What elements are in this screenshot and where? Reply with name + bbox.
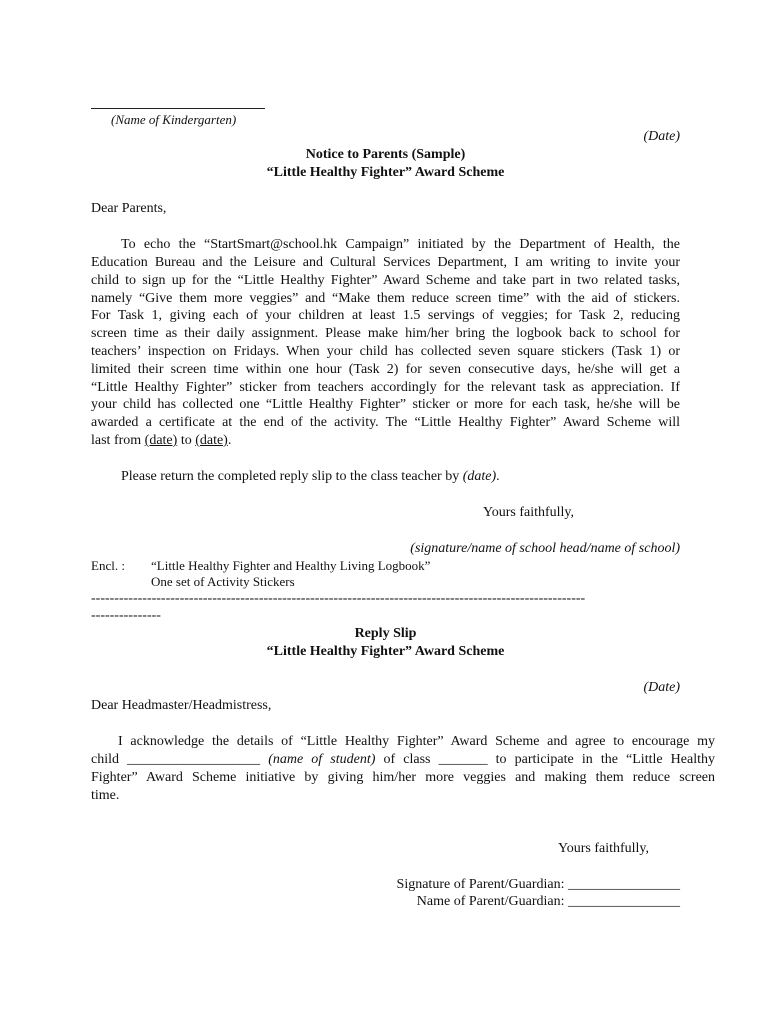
last-line-suffix: .	[227, 433, 232, 448]
notice-subtitle: “Little Healthy Fighter” Award Scheme	[266, 165, 505, 180]
kindergarten-name-label: (Name of Kindergarten)	[111, 112, 237, 127]
enclosure-item: “Little Healthy Fighter and Healthy Living Logbook”	[151, 558, 431, 573]
last-line-prefix: last from	[91, 433, 145, 448]
body-line: limited their screen time within one hour (Task 2) for seven consecutive days, he/she will get a	[91, 362, 680, 377]
date-to: (date)	[195, 433, 228, 448]
enclosure-item: One set of Activity Stickers	[151, 574, 295, 589]
body-last-line	[91, 432, 231, 450]
reply-class-blank: of class _______ to participate in the “Little Healthy	[375, 752, 715, 767]
return-prefix: Please return the completed reply slip to the class teacher by	[121, 469, 463, 484]
reply-body-line-last: time.	[91, 788, 120, 803]
return-instruction	[121, 468, 500, 486]
reply-student-name-label: (name of student)	[268, 752, 376, 767]
date-from: (date)	[144, 433, 178, 448]
cut-line-continued: ---------------	[91, 608, 161, 623]
notice-signature: (signature/name of school head/name of school)	[410, 541, 680, 556]
notice-greeting: Dear Parents,	[91, 201, 167, 216]
body-line: namely “Give them more veggies” and “Make them reduce screen time” with the aid of stickers.	[91, 291, 680, 306]
body-line: awarded a certificate at the end of the activity. The “Little Healthy Fighter” Award Scheme will	[91, 415, 680, 430]
notice-closing: Yours faithfully,	[483, 505, 575, 520]
reply-title: Reply Slip	[354, 626, 417, 641]
body-line: Education Bureau and the Leisure and Cultural Services Department, I am writing to invite your	[91, 255, 680, 270]
parent-name-field: Name of Parent/Guardian: ________________	[416, 894, 680, 909]
cut-line: ----------------------------------------------------------------------------------------------------------	[91, 591, 586, 606]
last-line-mid: to	[177, 433, 196, 448]
reply-closing: Yours faithfully,	[558, 841, 650, 856]
reply-date: (Date)	[643, 680, 680, 695]
body-line: child to sign up for the “Little Healthy Fighter” Award Scheme and take part in two related tasks,	[91, 273, 680, 288]
reply-body-line: Fighter” Award Scheme initiative by giving him/her more veggies and making them reduce screen	[91, 770, 715, 785]
body-line: screen time as their daily assignment. Please make him/her bring the logbook back to school for	[91, 326, 680, 341]
reply-body-line: I acknowledge the details of “Little Healthy Fighter” Award Scheme and agree to encourage my	[118, 734, 715, 749]
body-line: For Task 1, giving each of your children at least 1.5 servings of veggies; for Task 2, reducing	[91, 308, 680, 323]
reply-greeting: Dear Headmaster/Headmistress,	[91, 698, 272, 713]
body-line: To echo the “StartSmart@school.hk Campaign” initiated by the Department of Health, the	[121, 237, 680, 252]
body-line: “Little Healthy Fighter” sticker from teachers accordingly for the relevant task as appreciation. If	[91, 380, 680, 395]
reply-body-line	[91, 751, 715, 769]
reply-child-blank: child ___________________	[91, 752, 269, 767]
return-suffix: .	[496, 469, 500, 484]
body-line: your child has collected one “Little Healthy Fighter” sticker or more for each task, he/she will be	[91, 397, 680, 412]
return-date: (date)	[462, 469, 497, 484]
parent-signature-field: Signature of Parent/Guardian: ________________	[396, 877, 680, 892]
kindergarten-name-line	[91, 108, 265, 109]
body-line: teachers’ inspection on Fridays. When your child has collected seven square stickers (Task 1) or	[91, 344, 680, 359]
notice-title: Notice to Parents (Sample)	[305, 147, 466, 162]
notice-date: (Date)	[643, 129, 680, 144]
enclosure-label: Encl. :	[91, 558, 125, 573]
reply-subtitle: “Little Healthy Fighter” Award Scheme	[266, 644, 505, 659]
